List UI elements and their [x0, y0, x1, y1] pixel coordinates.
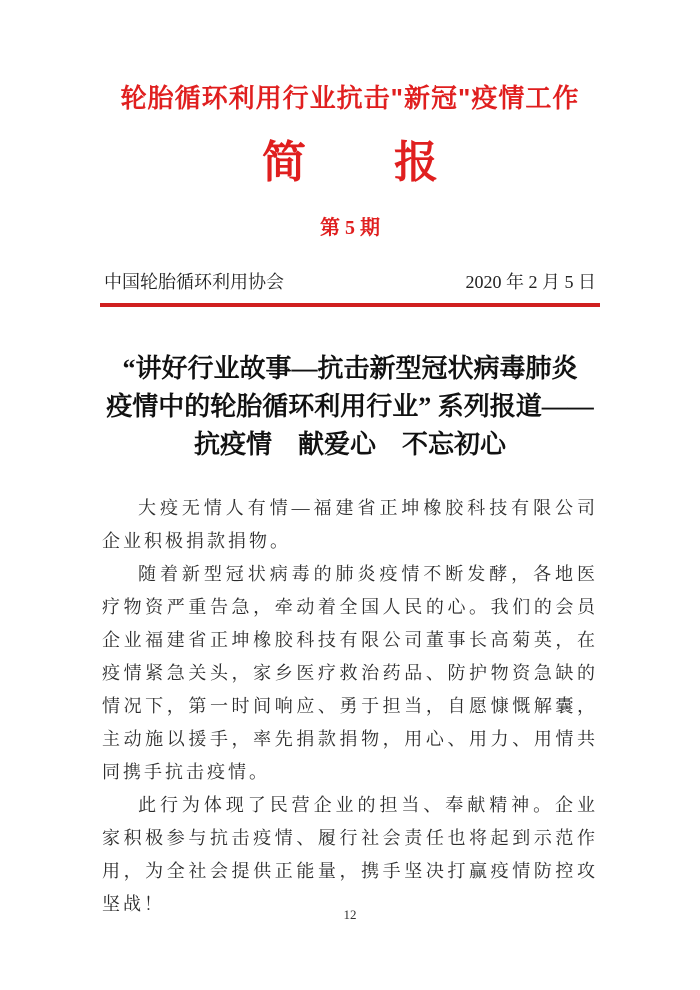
article-title: [60, 350, 640, 464]
body-paragraph: 大疫无情人有情—福建省正坤橡胶科技有限公司企业积极捐款捐物。: [102, 498, 598, 551]
body-paragraph: 此行为体现了民营企业的担当、奉献精神。企业家积极参与抗击疫情、履行社会责任也将起到示范作用，为全社会提供正能量，携手坚决打赢疫情防控攻坚战！: [102, 795, 598, 914]
article-title-line-3: 抗疫情 献爱心 不忘初心: [193, 430, 506, 459]
publication-date: 2020 年 2 月 5 日: [465, 272, 596, 292]
article-body: [102, 492, 598, 921]
meta-row: [104, 270, 596, 294]
body-paragraph: 随着新型冠状病毒的肺炎疫情不断发酵，各地医疗物资严重告急，牵动着全国人民的心。我们的会员企业福建省正坤橡胶科技有限公司董事长高菊英，在疫情紧急关头，家乡医疗救治药品、防护物资急缺的情况下，第一时间响应、勇于担当，自愿慷慨解囊，主动施以援手，率先捐款捐物，用心、用力、用情共同携手抗击疫情。: [102, 564, 598, 782]
article-title-line-2: 疫情中的轮胎循环利用行业” 系列报道——: [106, 392, 594, 421]
page-number: 12: [343, 907, 357, 922]
masthead-brief-title: 简 报: [262, 138, 438, 187]
article-title-line-1: “讲好行业故事—抗击新型冠状病毒肺炎: [122, 354, 578, 383]
issue-number: 第 5 期: [320, 217, 380, 239]
masthead-title: 轮胎循环利用行业抗击"新冠"疫情工作: [120, 83, 580, 113]
masthead-divider-rule: [100, 303, 600, 307]
publisher-name: 中国轮胎循环利用协会: [104, 272, 284, 292]
